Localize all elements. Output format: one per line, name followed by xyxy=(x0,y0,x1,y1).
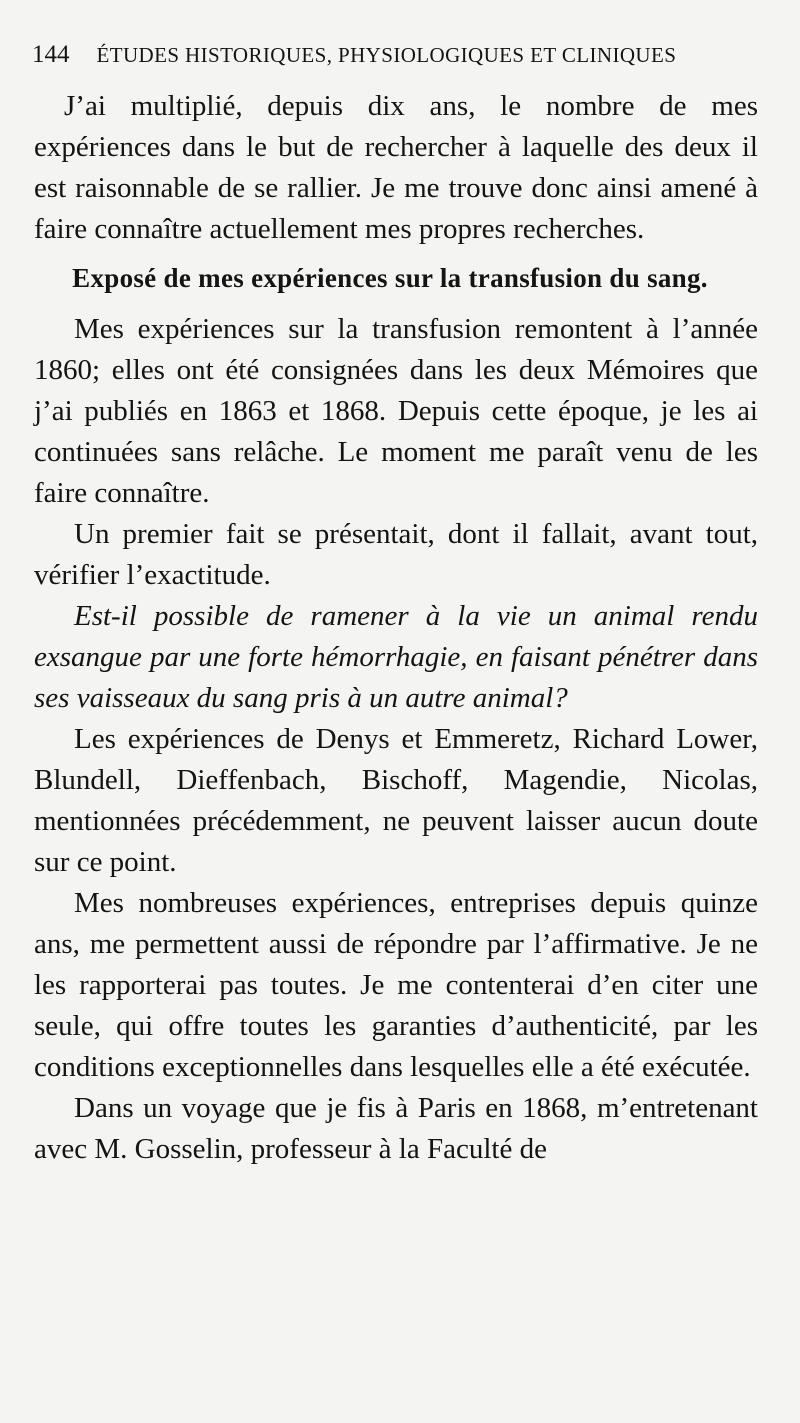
paragraph-1: J’ai multiplié, depuis dix ans, le nombre de mes expériences dans le but de rechercher à laquelle des deux il est raisonnable de se rallier. Je me trouve donc ainsi amené à faire connaître actuellement mes propres recherches. xyxy=(34,90,758,245)
paragraph-6: Mes nombreuses expériences, entreprises depuis quinze ans, me permettent aussi de répondre par l’affirmative. Je ne les rapporterai pas toutes. Je me contenterai d’en citer une seule, qui offre toutes les garanties d’authenticité, par les conditions exceptionnelles dans lesquelles elle a été exécutée. xyxy=(34,887,758,1083)
page-number: 144 xyxy=(32,41,70,68)
section-heading: Exposé de mes expériences sur la transfusion du sang. xyxy=(72,263,708,293)
paragraph-4-question: Est-il possible de ramener à la vie un animal rendu exsangue par une forte hémorrhagie, en faisant pénétrer dans ses vaisseaux du sang pris à un autre animal? xyxy=(34,600,758,714)
page-header xyxy=(32,38,712,72)
page-body xyxy=(34,86,758,1170)
paragraph-2: Mes expériences sur la transfusion remontent à l’année 1860; elles ont été consignées dans les deux Mémoires que j’ai publiés en 1863 et 1868. Depuis cette époque, je les ai continuées sans relâche. Le moment me paraît venu de les faire connaître. xyxy=(34,313,758,509)
paragraph-5: Les expériences de Denys et Emmeretz, Richard Lower, Blundell, Dieffenbach, Bischoff, Magendie, Nicolas, mentionnées précédemment, ne peuvent laisser aucun doute sur ce point. xyxy=(34,723,758,878)
running-title: ÉTUDES HISTORIQUES, PHYSIOLOGIQUES ET CLINIQUES xyxy=(96,43,677,67)
paragraph-7: Dans un voyage que je fis à Paris en 1868, m’entretenant avec M. Gosselin, professeur à la Faculté de xyxy=(34,1092,758,1165)
paragraph-3: Un premier fait se présentait, dont il fallait, avant tout, vérifier l’exactitude. xyxy=(34,518,758,591)
